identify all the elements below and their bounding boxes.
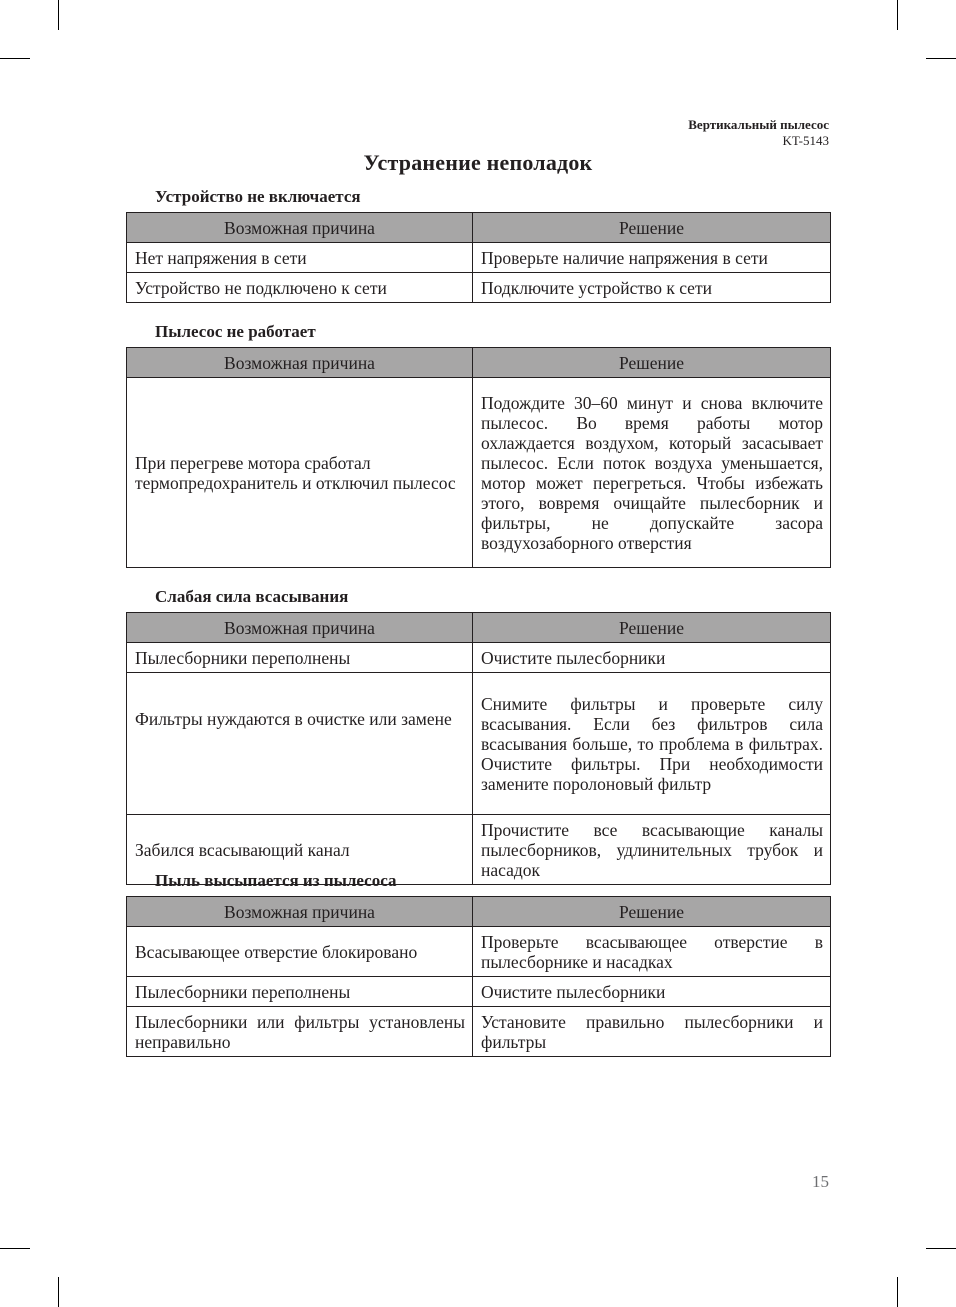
cause-cell: Пылесборники или фильтры установлены неправильно bbox=[127, 1007, 473, 1057]
cause-cell: При перегреве мотора сработал термопредохранитель и отключил пылесос bbox=[127, 378, 473, 568]
troubleshooting-table-no-power bbox=[126, 212, 831, 303]
section-title-not-working: Пылесос не работает bbox=[155, 322, 316, 341]
table-header-row bbox=[127, 213, 831, 243]
table-row bbox=[127, 977, 831, 1007]
crop-mark-right-bottom bbox=[926, 1248, 956, 1249]
solution-cell: Прочистите все всасывающие каналы пылесборников, удлинительных трубок и насадок bbox=[473, 815, 831, 885]
column-header-cause: Возможная причина bbox=[127, 348, 473, 378]
solution-cell: Установите правильно пылесборники и фильтры bbox=[473, 1007, 831, 1057]
table-header-row bbox=[127, 348, 831, 378]
cause-cell: Пылесборники переполнены bbox=[127, 977, 473, 1007]
section-title-dust-leaking: Пыль высыпается из пылесоса bbox=[155, 871, 397, 890]
solution-cell: Очистите пылесборники bbox=[473, 977, 831, 1007]
column-header-cause: Возможная причина bbox=[127, 213, 473, 243]
column-header-solution: Решение bbox=[473, 213, 831, 243]
solution-cell: Подключите устройство к сети bbox=[473, 273, 831, 303]
cause-cell: Нет напряжения в сети bbox=[127, 243, 473, 273]
running-header bbox=[688, 117, 829, 149]
column-header-cause: Возможная причина bbox=[127, 897, 473, 927]
table-row bbox=[127, 273, 831, 303]
table-row bbox=[127, 673, 831, 815]
troubleshooting-table-not-working bbox=[126, 347, 831, 568]
page-title: Устранение неполадок bbox=[363, 150, 593, 175]
crop-mark-top-left bbox=[58, 0, 59, 30]
solution-cell: Снимите фильтры и проверьте силу всасывания. Если без фильтров сила всасывания больше, то проблема в фильтрах. Очистите фильтры. При необходимости замените поролоновый фильтр bbox=[473, 673, 831, 815]
table-row bbox=[127, 243, 831, 273]
header-product-name: Вертикальный пылесос bbox=[688, 117, 829, 132]
section-title-weak-suction: Слабая сила всасывания bbox=[155, 587, 349, 606]
cause-cell: Пылесборники переполнены bbox=[127, 643, 473, 673]
table-row bbox=[127, 378, 831, 568]
cause-cell: Всасывающее отверстие блокировано bbox=[127, 927, 473, 977]
solution-cell: Подождите 30–60 минут и снова включите пылесос. Во время работы мотор охлаждается воздухом, который засасывает пылесос. Если поток воздуха уменьшается, мотор может перегреться. Чтобы избежать этого, вовремя очищайте пылесборник и фильтры, не допускайте засора воздухозаборного отверстия bbox=[473, 378, 831, 568]
column-header-solution: Решение bbox=[473, 897, 831, 927]
table-header-row bbox=[127, 613, 831, 643]
table-row bbox=[127, 1007, 831, 1057]
column-header-solution: Решение bbox=[473, 348, 831, 378]
column-header-solution: Решение bbox=[473, 613, 831, 643]
solution-cell: Проверьте всасывающее отверстие в пылесборнике и насадках bbox=[473, 927, 831, 977]
solution-cell: Очистите пылесборники bbox=[473, 643, 831, 673]
solution-cell: Проверьте наличие напряжения в сети bbox=[473, 243, 831, 273]
crop-mark-top-right bbox=[897, 0, 898, 30]
cause-cell: Фильтры нуждаются в очистке или замене bbox=[127, 673, 473, 815]
cause-cell: Устройство не подключено к сети bbox=[127, 273, 473, 303]
crop-mark-right-top bbox=[926, 58, 956, 59]
column-header-cause: Возможная причина bbox=[127, 613, 473, 643]
header-model: KT-5143 bbox=[782, 133, 829, 148]
crop-mark-left-bottom bbox=[0, 1248, 30, 1249]
table-row bbox=[127, 927, 831, 977]
crop-mark-bottom-right bbox=[897, 1277, 898, 1307]
crop-mark-bottom-left bbox=[58, 1277, 59, 1307]
cause-cell: Забился всасывающий канал bbox=[127, 815, 473, 885]
troubleshooting-table-weak-suction bbox=[126, 612, 831, 885]
page-number: 15 bbox=[812, 1172, 829, 1191]
section-title-no-power: Устройство не включается bbox=[155, 187, 361, 206]
troubleshooting-table-dust-leaking bbox=[126, 896, 831, 1057]
crop-mark-left-top bbox=[0, 58, 30, 59]
table-header-row bbox=[127, 897, 831, 927]
table-row bbox=[127, 643, 831, 673]
